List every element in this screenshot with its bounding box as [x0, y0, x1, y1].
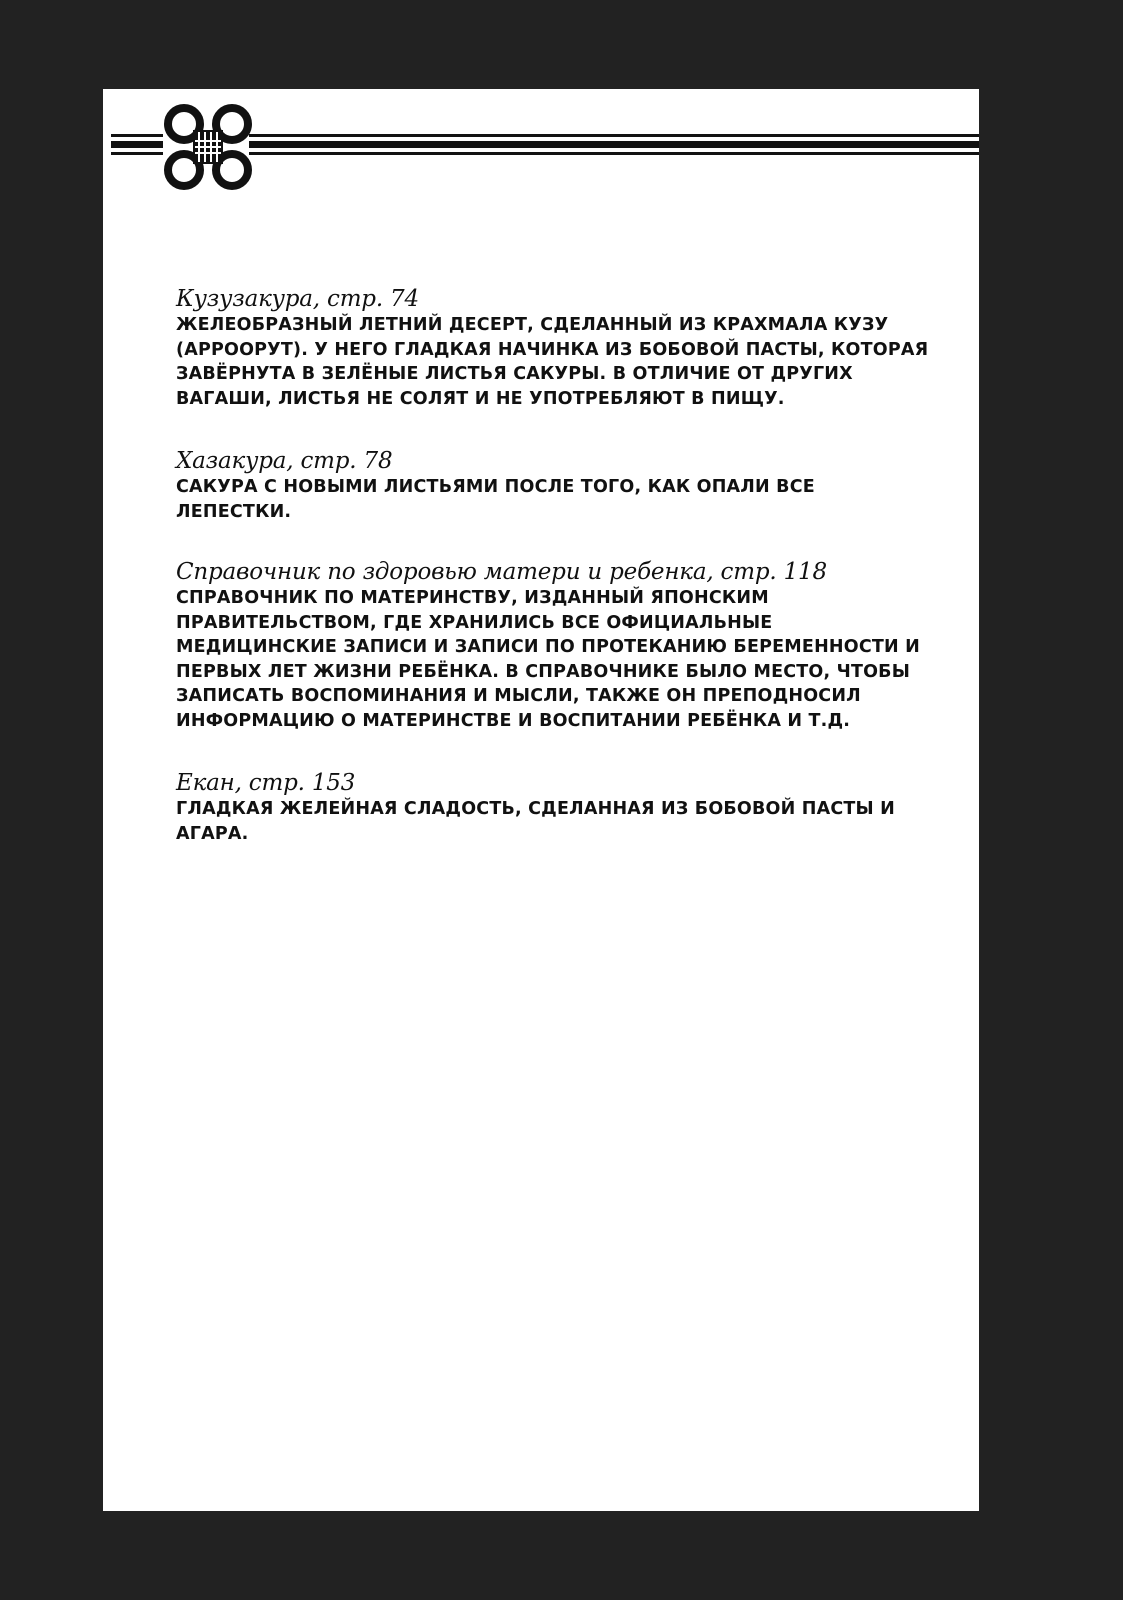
entry-description: СПРАВОЧНИК ПО МАТЕРИНСТВУ, ИЗДАННЫЙ ЯПОНСКИМ ПРАВИТЕЛЬСТВОМ, ГДЕ ХРАНИЛИСЬ ВСЕ ОФИЦИАЛЬНЫЕ МЕДИЦИНСКИЕ ЗАПИСИ И ЗАПИСИ ПО ПРОТЕКАНИЮ БЕРЕМЕННОСТИ И ПЕРВЫХ ЛЕТ ЖИЗНИ РЕБЁНКА. В СПРАВОЧНИКЕ БЫЛО МЕСТО, ЧТОБЫ ЗАПИСАТЬ ВОСПОМИНАНИЯ И МЫСЛИ, ТАКЖЕ ОН ПРЕПОДНОСИЛ ИНФОРМАЦИЮ О МАТЕРИНСТВЕ И ВОСПИТАНИИ РЕБЁНКА И Т.Д. [176, 588, 921, 731]
entry-title: Хазакура, стр. 78 [176, 448, 393, 474]
glossary-list [176, 285, 936, 846]
glossary-page [103, 89, 979, 1511]
entry-description: ГЛАДКАЯ ЖЕЛЕЙНАЯ СЛАДОСТЬ, СДЕЛАННАЯ ИЗ БОБОВОЙ ПАСТЫ И АГАРА. [176, 799, 896, 844]
glossary-entry [176, 769, 936, 846]
entry-title: Екан, стр. 153 [176, 770, 356, 796]
knot-ornament-icon [111, 101, 979, 197]
entry-description: ЖЕЛЕОБРАЗНЫЙ ЛЕТНИЙ ДЕСЕРТ, СДЕЛАННЫЙ ИЗ КРАХМАЛА КУЗУ (АРРООРУТ). У НЕГО ГЛАДКАЯ НАЧИНКА ИЗ БОБОВОЙ ПАСТЫ, КОТОРАЯ ЗАВЁРНУТА В ЗЕЛЁНЫЕ ЛИСТЬЯ САКУРЫ. В ОТЛИЧИЕ ОТ ДРУГИХ ВАГАШИ, ЛИСТЬЯ НЕ СОЛЯТ И НЕ УПОТРЕБЛЯЮТ В ПИЩУ. [176, 315, 929, 409]
glossary-entry [176, 558, 936, 733]
entry-title: Кузузакура, стр. 74 [176, 286, 419, 312]
glossary-entry [176, 447, 936, 524]
glossary-entry [176, 285, 936, 411]
entry-title: Справочник по здоровью матери и ребенка, стр. 118 [176, 559, 827, 585]
entry-description: САКУРА С НОВЫМИ ЛИСТЬЯМИ ПОСЛЕ ТОГО, КАК ОПАЛИ ВСЕ ЛЕПЕСТКИ. [176, 477, 815, 522]
